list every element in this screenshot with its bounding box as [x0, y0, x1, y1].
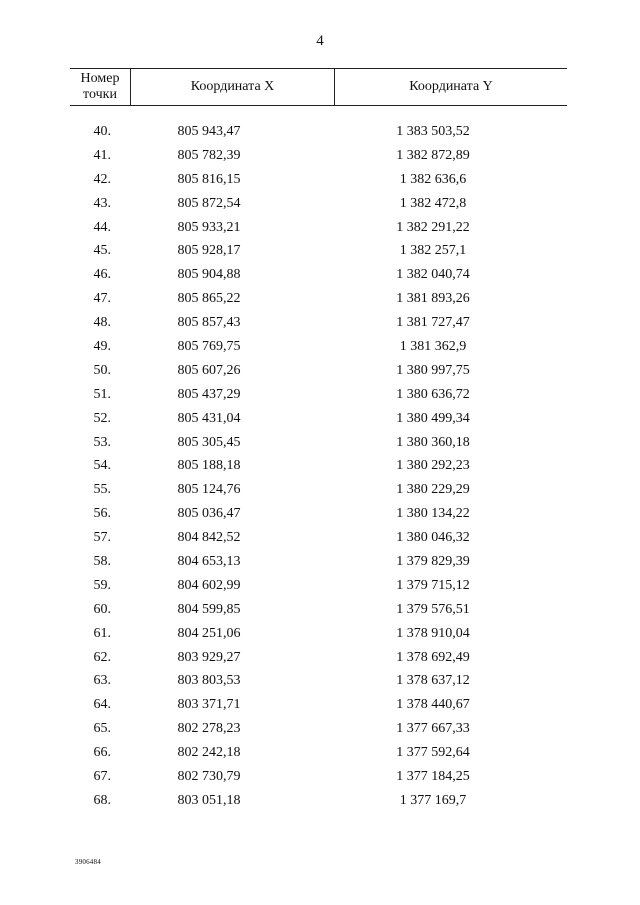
coordinate-y-cell: 1 377 592,64 — [396, 745, 470, 761]
point-number-cell: 65. — [93, 721, 111, 737]
header-point-number-line1: Номер — [80, 71, 120, 86]
coordinate-x-cell: 802 278,23 — [177, 721, 241, 737]
point-number-cell: 56. — [93, 506, 111, 522]
point-number-cell: 58. — [93, 553, 111, 569]
page-number: 4 — [316, 33, 324, 49]
header-coordinate-y: Координата Y — [409, 79, 493, 94]
point-number-cell: 57. — [93, 530, 111, 546]
table-row — [70, 383, 567, 407]
table-row — [70, 574, 567, 598]
table-row — [70, 192, 567, 216]
coordinate-x-cell: 802 242,18 — [177, 745, 241, 761]
point-number-cell: 64. — [93, 697, 111, 713]
table-row — [70, 526, 567, 550]
point-number-cell: 40. — [93, 123, 111, 139]
coordinate-x-cell: 804 599,85 — [177, 601, 241, 617]
table-row — [70, 407, 567, 431]
table-row — [70, 550, 567, 574]
coordinate-x-cell: 803 803,53 — [177, 673, 241, 689]
point-number-cell: 53. — [93, 434, 111, 450]
coordinate-y-cell: 1 379 576,51 — [396, 601, 470, 617]
header-point-number — [70, 69, 131, 105]
coordinate-x-cell: 805 782,39 — [177, 147, 241, 163]
point-number-cell: 44. — [93, 219, 111, 235]
coordinate-y-cell: 1 381 893,26 — [396, 291, 470, 307]
table-row — [70, 717, 567, 741]
coordinate-y-cell: 1 382 472,8 — [399, 195, 467, 211]
coordinate-y-cell: 1 377 169,7 — [399, 792, 467, 808]
table-row — [70, 263, 567, 287]
coordinate-y-cell: 1 383 503,52 — [396, 123, 470, 139]
coordinate-x-cell: 805 036,47 — [177, 506, 241, 522]
coordinate-x-cell: 805 305,45 — [177, 434, 241, 450]
coordinate-y-cell: 1 381 362,9 — [399, 338, 467, 354]
point-number-cell: 50. — [93, 362, 111, 378]
table-row — [70, 120, 567, 144]
coordinate-y-cell: 1 377 667,33 — [396, 721, 470, 737]
table-row — [70, 598, 567, 622]
point-number-cell: 63. — [93, 673, 111, 689]
coordinate-y-cell: 1 380 292,23 — [396, 458, 470, 474]
point-number-cell: 41. — [93, 147, 111, 163]
point-number-cell: 45. — [93, 243, 111, 259]
coordinate-x-cell: 804 653,13 — [177, 553, 241, 569]
coordinate-y-cell: 1 382 872,89 — [396, 147, 470, 163]
table-row — [70, 765, 567, 789]
point-number-cell: 52. — [93, 410, 111, 426]
point-number-cell: 46. — [93, 267, 111, 283]
coordinate-y-cell: 1 380 499,34 — [396, 410, 470, 426]
table-row — [70, 646, 567, 670]
coordinate-x-cell: 804 602,99 — [177, 577, 241, 593]
coordinate-x-cell: 804 251,06 — [177, 625, 241, 641]
point-number-cell: 66. — [93, 745, 111, 761]
coordinate-x-cell: 803 051,18 — [177, 792, 241, 808]
coordinate-x-cell: 803 371,71 — [177, 697, 241, 713]
coordinate-y-cell: 1 380 636,72 — [396, 386, 470, 402]
table-row — [70, 789, 567, 813]
point-number-cell: 54. — [93, 458, 111, 474]
document-code: 3906484 — [75, 858, 101, 866]
table-row — [70, 168, 567, 192]
coordinate-x-cell: 805 769,75 — [177, 338, 241, 354]
point-number-cell: 59. — [93, 577, 111, 593]
coordinate-y-cell: 1 382 040,74 — [396, 267, 470, 283]
point-number-cell: 49. — [93, 338, 111, 354]
table-row — [70, 431, 567, 455]
coordinate-y-cell: 1 382 636,6 — [399, 171, 467, 187]
coordinate-y-cell: 1 382 257,1 — [399, 243, 467, 259]
coordinate-x-cell: 802 730,79 — [177, 768, 241, 784]
header-coordinate-x: Координата X — [131, 69, 335, 105]
table-body — [70, 120, 567, 813]
coordinate-x-cell: 805 188,18 — [177, 458, 241, 474]
coordinate-y-cell: 1 382 291,22 — [396, 219, 470, 235]
table-row — [70, 144, 567, 168]
point-number-cell: 47. — [93, 291, 111, 307]
coordinate-x-cell: 803 929,27 — [177, 649, 241, 665]
point-number-cell: 68. — [93, 792, 111, 808]
point-number-cell: 43. — [93, 195, 111, 211]
coordinate-y-cell: 1 381 727,47 — [396, 315, 470, 331]
coordinate-y-cell: 1 380 134,22 — [396, 506, 470, 522]
point-number-cell: 62. — [93, 649, 111, 665]
coordinate-x-cell: 805 865,22 — [177, 291, 241, 307]
table-row — [70, 239, 567, 263]
coordinate-y-cell: 1 380 360,18 — [396, 434, 470, 450]
coordinate-y-cell: 1 379 715,12 — [396, 577, 470, 593]
table-row — [70, 335, 567, 359]
point-number-cell: 51. — [93, 386, 111, 402]
table-header — [70, 68, 567, 106]
table-row — [70, 478, 567, 502]
table-row — [70, 287, 567, 311]
table-row — [70, 669, 567, 693]
coordinate-x-cell: 805 431,04 — [177, 410, 241, 426]
coordinate-x-cell: 805 904,88 — [177, 267, 241, 283]
table-row — [70, 693, 567, 717]
coordinate-x-cell: 805 437,29 — [177, 386, 241, 402]
table-row — [70, 622, 567, 646]
coordinate-y-cell: 1 380 229,29 — [396, 482, 470, 498]
coordinate-y-cell: 1 380 046,32 — [396, 530, 470, 546]
coordinate-x-cell: 805 857,43 — [177, 315, 241, 331]
coordinate-y-cell: 1 377 184,25 — [396, 768, 470, 784]
coordinate-x-cell: 805 933,21 — [177, 219, 241, 235]
table-row — [70, 359, 567, 383]
table-row — [70, 454, 567, 478]
coordinate-x-cell: 805 872,54 — [177, 195, 241, 211]
coordinate-y-cell: 1 378 910,04 — [396, 625, 470, 641]
coordinate-x-cell: 805 928,17 — [177, 243, 241, 259]
coordinate-y-cell: 1 378 692,49 — [396, 649, 470, 665]
point-number-cell: 48. — [93, 315, 111, 331]
coordinate-x-cell: 804 842,52 — [177, 530, 241, 546]
point-number-cell: 55. — [93, 482, 111, 498]
coordinate-x-cell: 805 124,76 — [177, 482, 241, 498]
coordinate-x-cell: 805 607,26 — [177, 362, 241, 378]
point-number-cell: 61. — [93, 625, 111, 641]
coordinate-x-cell: 805 943,47 — [177, 123, 241, 139]
coordinate-y-cell: 1 378 637,12 — [396, 673, 470, 689]
coordinate-y-cell: 1 380 997,75 — [396, 362, 470, 378]
point-number-cell: 60. — [93, 601, 111, 617]
table-row — [70, 311, 567, 335]
coordinates-table — [70, 68, 567, 813]
header-point-number-line2: точки — [83, 87, 117, 102]
coordinate-y-cell: 1 379 829,39 — [396, 553, 470, 569]
table-row — [70, 741, 567, 765]
point-number-cell: 67. — [93, 768, 111, 784]
coordinate-y-cell: 1 378 440,67 — [396, 697, 470, 713]
table-row — [70, 502, 567, 526]
point-number-cell: 42. — [93, 171, 111, 187]
coordinate-x-cell: 805 816,15 — [177, 171, 241, 187]
table-row — [70, 216, 567, 240]
